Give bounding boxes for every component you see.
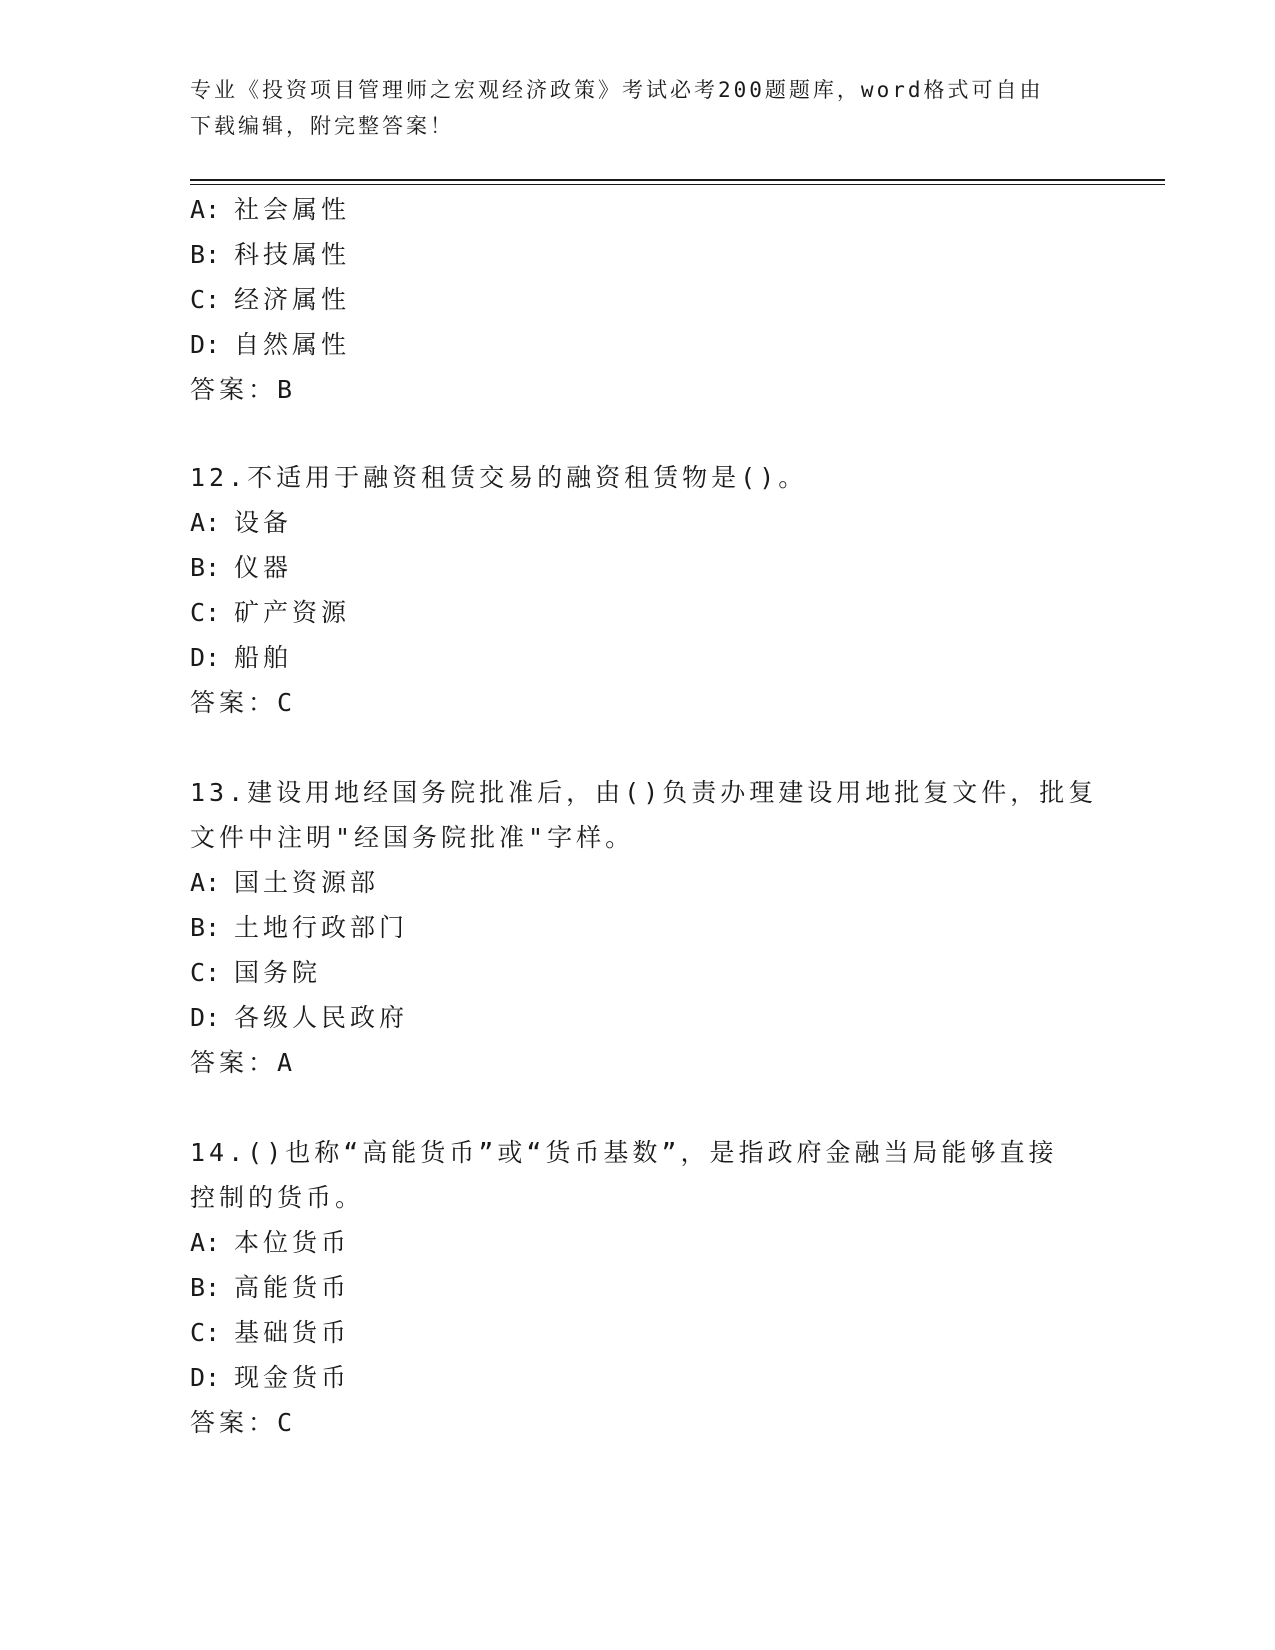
question-stem-line-1: 13.建设用地经国务院批准后，由()负责办理建设用地批复文件，批复 (190, 778, 1098, 807)
option-b: B: 仪器 (190, 553, 293, 582)
question-stem-line-1: 14.()也称“高能货币”或“货币基数”，是指政府金融当局能够直接 (190, 1138, 1058, 1167)
question-stem: 12.不适用于融资租赁交易的融资租赁物是()。 (190, 463, 808, 492)
option-b: B: 科技属性 (190, 240, 351, 269)
option-c: C: 矿产资源 (190, 598, 351, 627)
option-b: B: 土地行政部门 (190, 913, 409, 942)
option-a: A: 设备 (190, 508, 293, 537)
option-a: A: 国土资源部 (190, 868, 380, 897)
header-line-2: 下载编辑，附完整答案！ (190, 114, 454, 138)
answer: 答案：B (190, 375, 297, 404)
question-stem-line-2: 文件中注明"经国务院批准"字样。 (190, 823, 635, 852)
answer: 答案：A (190, 1048, 297, 1077)
option-a: A: 社会属性 (190, 195, 351, 224)
option-d: D: 现金货币 (190, 1363, 351, 1392)
header-divider-thin (190, 184, 1165, 185)
option-c: C: 经济属性 (190, 285, 351, 314)
option-d: D: 船舶 (190, 643, 293, 672)
option-c: C: 国务院 (190, 958, 322, 987)
option-a: A: 本位货币 (190, 1228, 351, 1257)
question-stem-line-2: 控制的货币。 (190, 1183, 365, 1212)
option-b: B: 高能货币 (190, 1273, 351, 1302)
header-line-1: 专业《投资项目管理师之宏观经济政策》考试必考200题题库，word格式可自由 (190, 78, 1044, 102)
answer: 答案：C (190, 688, 297, 717)
option-d: D: 自然属性 (190, 330, 351, 359)
option-c: C: 基础货币 (190, 1318, 351, 1347)
option-d: D: 各级人民政府 (190, 1003, 409, 1032)
answer: 答案：C (190, 1408, 297, 1437)
document-header (190, 72, 1080, 144)
header-divider-thick (190, 179, 1165, 181)
